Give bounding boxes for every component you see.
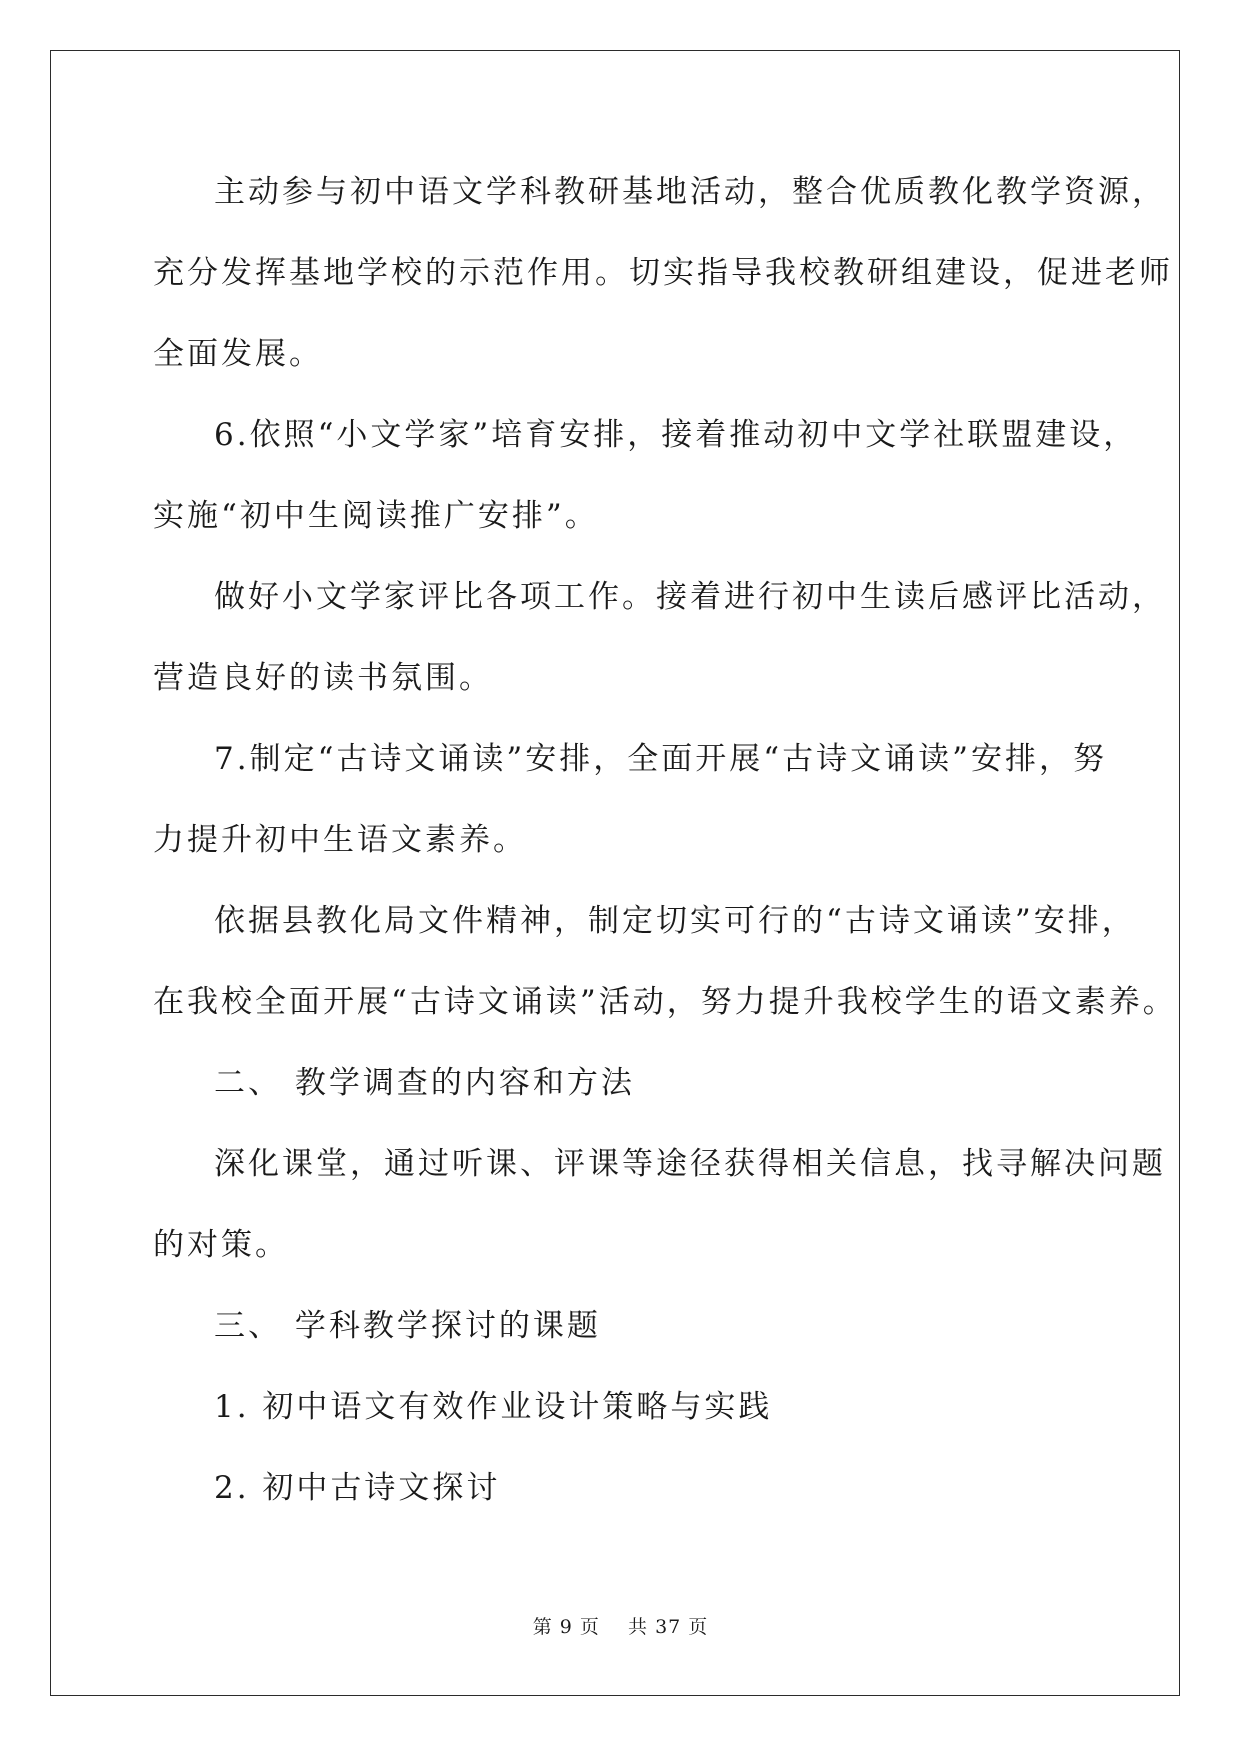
paragraph-line-4: 6.依照“小文学家”培育安排，接着推动初中文学社联盟建设， (214, 417, 1138, 453)
section-heading-2: 二、 教学调查的内容和方法 (214, 1065, 635, 1101)
page-footer (0, 1616, 1241, 1638)
paragraph-line-11: 在我校全面开展“古诗文诵读”活动，努力提升我校学生的语文素养。 (153, 984, 1177, 1020)
paragraph-line-7: 营造良好的读书氛围。 (153, 660, 493, 696)
paragraph-line-6: 做好小文学家评比各项工作。接着进行初中生读后感评比活动， (214, 579, 1166, 615)
paragraph-line-10: 依据县教化局文件精神，制定切实可行的“古诗文诵读”安排， (214, 903, 1136, 939)
paragraph-line-13: 深化课堂，通过听课、评课等途径获得相关信息，找寻解决问题 (214, 1146, 1166, 1182)
paragraph-line-2: 充分发挥基地学校的示范作用。切实指导我校教研组建设，促进老师 (153, 255, 1173, 291)
topic-item-1: 1. 初中语文有效作业设计策略与实践 (214, 1389, 773, 1425)
paragraph-line-3: 全面发展。 (153, 336, 323, 372)
page-border (50, 50, 1180, 1696)
page-total: 共 37 页 (628, 1616, 709, 1638)
paragraph-line-14: 的对策。 (153, 1227, 289, 1263)
paragraph-line-9: 力提升初中生语文素养。 (153, 822, 527, 858)
section-heading-3: 三、 学科教学探讨的课题 (214, 1308, 601, 1344)
paragraph-line-8: 7.制定“古诗文诵读”安排，全面开展“古诗文诵读”安排，努 (214, 741, 1107, 777)
paragraph-line-5: 实施“初中生阅读推广安排”。 (153, 498, 599, 534)
page-number: 第 9 页 (532, 1616, 600, 1638)
paragraph-line-1: 主动参与初中语文学科教研基地活动，整合优质教化教学资源， (214, 174, 1166, 210)
topic-item-2: 2. 初中古诗文探讨 (214, 1470, 501, 1506)
